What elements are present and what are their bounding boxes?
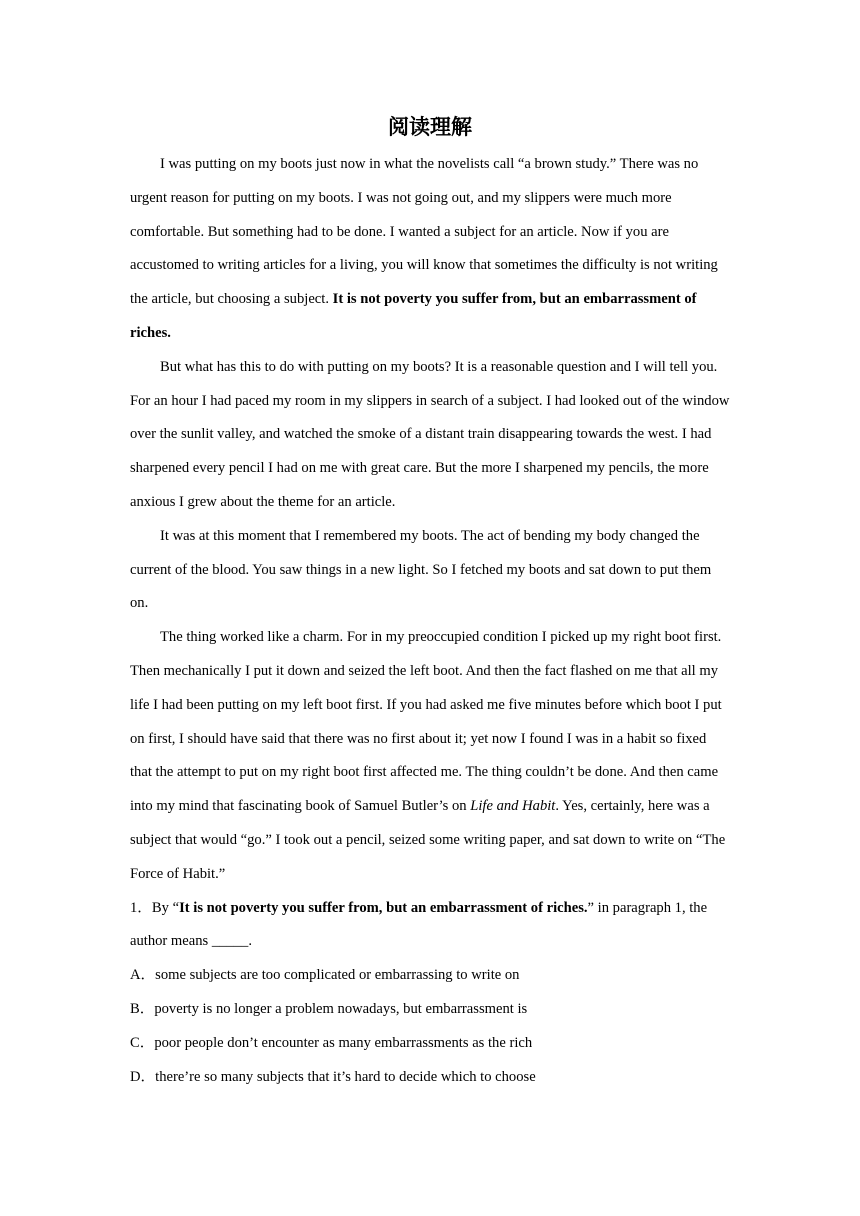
option-text: there’re so many subjects that it’s hard to decide which to choose (155, 1068, 536, 1085)
paragraph-2: But what has this to do with putting on my boots? It is a reasonable question and I will tell you. For an hour I had paced my room in my slippers in search of a subject. I had looked out of the window over the sunlit valley, and watched the smoke of a distant train disappearing towards the west. I had sharpened every pencil I had on me with great care. But the more I sharpened my pencils, the more anxious I grew about the theme for an article. (130, 358, 730, 510)
question-1 (130, 892, 730, 960)
option-label: A． (130, 967, 156, 984)
paragraph-4-text-before: The thing worked like a charm. For in my preoccupied condition I picked up my right boot first. Then mechanically I put it down and seized the left boot. And then the fact flashed on me that all my life I had been putting on my left boot first. If you had asked me five minutes before which boot I put on first, I should have said that there was no first about it; yet now I found I was in a habit so fixed that the attempt to put on my right boot first affected me. The thing couldn’t be done. And then came into my mind that fascinating book of Samuel Butler’s on (130, 629, 722, 815)
option-c (130, 1027, 730, 1061)
option-d (130, 1061, 730, 1095)
page-title: 阅读理解 (388, 114, 472, 139)
document-page (130, 108, 730, 1094)
option-b (130, 993, 730, 1027)
paragraph-4-text-after: . Yes, certainly, here was a subject that would “go.” I took out a pencil, seized some writing paper, and sat down to write on “The Force of Habit.” (130, 798, 726, 882)
paragraph-1 (130, 148, 730, 351)
book-title: Life and Habit (470, 798, 556, 815)
option-label: B． (130, 1000, 155, 1017)
option-text: poverty is no longer a problem nowadays, but embarrassment is (154, 1000, 528, 1017)
option-a (130, 959, 730, 993)
paragraph-3: It was at this moment that I remembered my boots. The act of bending my body changed the current of the blood. You saw things in a new light. So I fetched my boots and sat down to put them on. (130, 527, 712, 612)
paragraph-1-bold-sentence: It is not poverty you suffer from, but an embarrassment of riches. (130, 291, 697, 341)
question-quoted-sentence: It is not poverty you suffer from, but an embarrassment of riches. (179, 899, 588, 916)
option-label: D． (130, 1068, 156, 1085)
question-prefix: By “ (151, 899, 180, 916)
option-text: poor people don’t encounter as many embarrassments as the rich (154, 1034, 533, 1051)
question-number: 1． (130, 899, 152, 916)
question-suffix: ” in paragraph 1, the author means _____. (130, 899, 708, 950)
paragraph-1-text: I was putting on my boots just now in what the novelists call “a brown study.” There was no urgent reason for putting on my boots. I was not going out, and my slippers were much more comfortable. But something had to be done. I wanted a subject for an article. Now if you are accustomed to writing articles for a living, you will know that sometimes the difficulty is not writing the article, but choosing a subject. (130, 156, 718, 308)
option-text: some subjects are too complicated or embarrassing to write on (155, 967, 520, 984)
option-label: C． (130, 1034, 155, 1051)
paragraph-4 (130, 621, 730, 891)
